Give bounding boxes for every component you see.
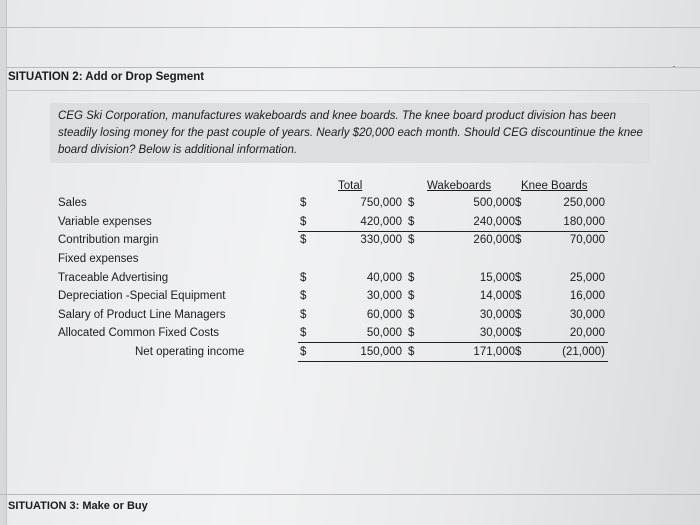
dollar-sign: $ [408,309,415,321]
row-label: Fixed expenses [58,253,139,265]
wakeboards-value: 15,000 [479,272,515,284]
dollar-sign: $ [300,272,307,284]
row-underline [298,342,608,343]
total-value: 40,000 [366,272,402,284]
dollar-sign: $ [515,216,522,228]
knee-boards-value: 20,000 [569,327,605,339]
dollar-sign: $ [515,234,522,246]
wakeboards-value: 260,000 [473,234,515,246]
table-row [0,216,700,232]
table-row [0,197,700,213]
row-label: Contribution margin [58,234,159,246]
wakeboards-value: 14,000 [479,290,515,302]
dollar-sign: $ [408,346,415,358]
row-label: Variable expenses [58,216,152,228]
next-section-title: SITUATION 3: Make or Buy [8,500,148,512]
table-row [0,272,700,288]
row-label: Sales [58,197,87,209]
knee-boards-value: 250,000 [563,197,605,209]
knee-boards-value: (21,000) [562,346,605,358]
dollar-sign: $ [300,346,307,358]
row-underline [298,231,608,232]
total-value: 750,000 [360,197,402,209]
table-row [0,253,700,269]
dollar-sign: $ [408,272,415,284]
knee-boards-value: 16,000 [569,290,605,302]
row-label: Traceable Advertising [58,272,169,284]
dollar-sign: $ [300,216,307,228]
knee-boards-value: 180,000 [563,216,605,228]
dollar-sign: $ [300,234,307,246]
knee-boards-value: 70,000 [569,234,605,246]
dollar-sign: $ [300,290,307,302]
header-wakeboards: Wakeboards [427,180,492,192]
table-row [0,327,700,343]
dollar-sign: $ [300,309,307,321]
intro-text: CEG Ski Corporation, manufactures wakeboards and knee boards. The knee board product division has been steadily losing money for the past couple of years. Nearly $20,000 each month. Should CEG discountinue the knee board division? Below is additional information. [58,110,643,156]
section-title: SITUATION 2: Add or Drop Segment [8,71,205,83]
dollar-sign: $ [408,327,415,339]
dollar-sign: $ [408,197,415,209]
table-row [0,290,700,306]
table-row [0,234,700,250]
knee-boards-value: 30,000 [569,309,605,321]
dollar-sign: $ [408,216,415,228]
total-value: 30,000 [366,290,402,302]
dollar-sign: $ [300,197,307,209]
row-label: Salary of Product Line Managers [58,309,226,321]
dollar-sign: $ [515,290,522,302]
dollar-sign: $ [515,197,522,209]
table-row [0,309,700,325]
wakeboards-value: 30,000 [479,327,515,339]
header-knee-boards: Knee Boards [521,180,588,192]
dollar-sign: $ [515,346,522,358]
row-label: Depreciation -Special Equipment [58,290,226,302]
table-row [0,346,700,362]
total-value: 330,000 [360,234,402,246]
wakeboards-value: 240,000 [473,216,515,228]
total-value: 50,000 [366,327,402,339]
total-value: 150,000 [360,346,402,358]
row-underline [298,361,608,362]
header-total: Total [338,180,363,192]
total-value: 60,000 [366,309,402,321]
total-value: 420,000 [360,216,402,228]
wakeboards-value: 500,000 [473,197,515,209]
dollar-sign: $ [515,272,522,284]
bottom-divider [0,494,700,495]
dollar-sign: $ [408,234,415,246]
dollar-sign: $ [515,327,522,339]
top-divider [0,27,700,28]
wakeboards-value: 30,000 [479,309,515,321]
dollar-sign: $ [515,309,522,321]
knee-boards-value: 25,000 [569,272,605,284]
row-label: Net operating income [135,346,245,358]
dollar-sign: $ [408,290,415,302]
dollar-sign: $ [300,327,307,339]
wakeboards-value: 171,000 [473,346,515,358]
row-label: Allocated Common Fixed Costs [58,327,220,339]
